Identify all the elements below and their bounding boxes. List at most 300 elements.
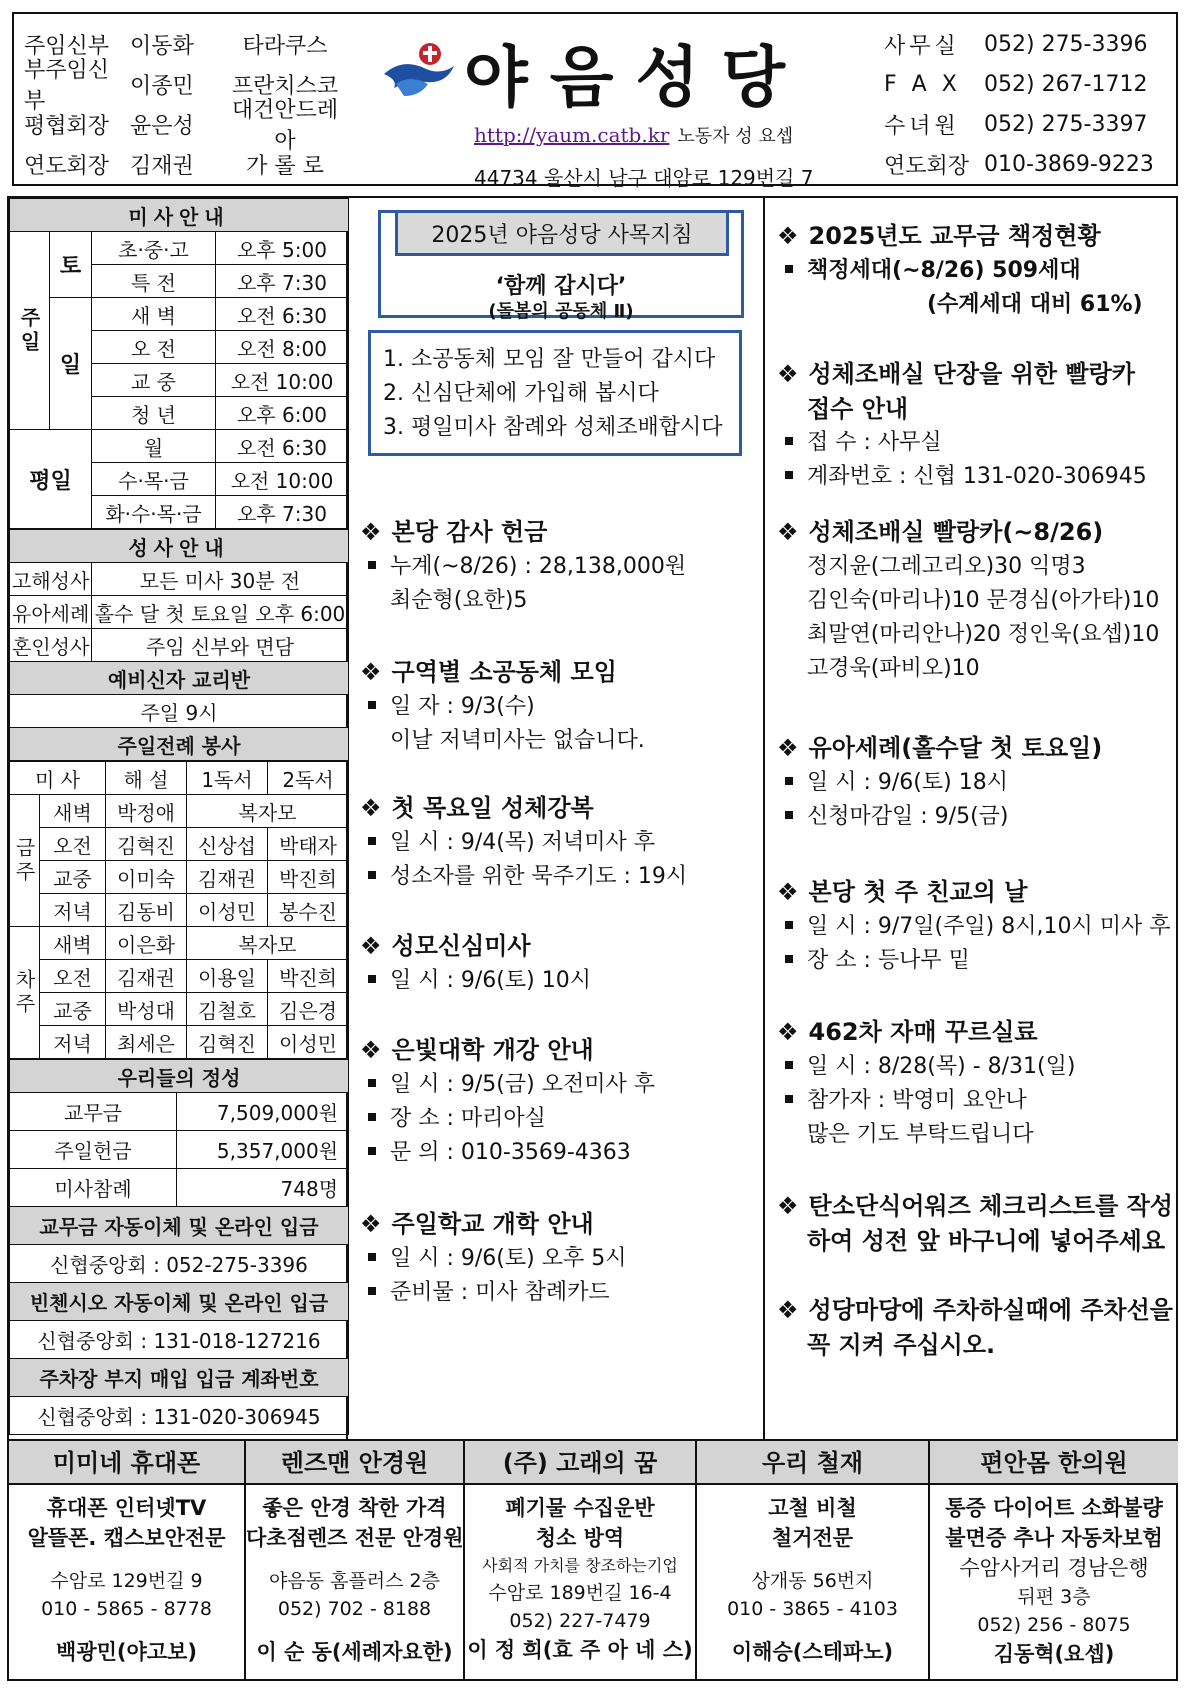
sponsor-line: 폐기물 수집운반 <box>505 1496 655 1520</box>
service-reader: 복자모 <box>187 927 349 960</box>
notice-line-text: 최순형(요한)5 <box>390 588 528 613</box>
notice-line <box>360 964 591 998</box>
square-bullet-icon <box>785 437 793 445</box>
mass-who: 특 전 <box>92 265 216 298</box>
diamond-bullet-icon: ❖ <box>777 518 799 546</box>
mass-time: 오후 7:30 <box>216 496 349 529</box>
sponsor-line: 고철 비철 <box>768 1496 857 1520</box>
sponsor-ads <box>7 1441 1178 1681</box>
notice-title-text: 첫 목요일 성체강복 <box>391 794 594 822</box>
service-mass: 새벽 <box>40 795 106 828</box>
notice-line-text: 일 시 : 9/7일(주일) 8시,10시 미사 후 <box>807 914 1171 939</box>
notice-line <box>360 724 645 758</box>
mass-who: 오 전 <box>92 331 216 364</box>
mass-who: 화·수·목·금 <box>92 496 216 529</box>
sponsor-line: 김동혁(요셉) <box>993 1642 1115 1666</box>
notice-title <box>777 356 1147 392</box>
service-reader: 신상섭 <box>187 828 268 861</box>
mass-who: 교 중 <box>92 364 216 397</box>
pastoral-motto-box <box>378 210 744 322</box>
bulletin-body <box>7 196 1178 1441</box>
sponsor-line: 야음동 홈플러스 2층 <box>269 1570 440 1592</box>
sponsor-line: 수암사거리 경남은행 <box>959 1556 1149 1580</box>
bulletin-header <box>12 12 1178 190</box>
notice-title-text: 탄소단식어워즈 체크리스트를 작성 <box>808 1192 1173 1220</box>
square-bullet-icon <box>368 1287 376 1295</box>
square-bullet-icon <box>368 1253 376 1261</box>
notice-line-text: 누계(~8/26) : 28,138,000원 <box>390 554 687 579</box>
service-reader: 이용일 <box>187 960 268 993</box>
service-reader: 박태자 <box>268 828 349 861</box>
service-reader: 김재권 <box>187 861 268 894</box>
clergy-row: 평협회장 윤은성 대건안드레아 <box>24 98 339 154</box>
mass-time: 오전 6:30 <box>216 430 349 463</box>
notice-title-text: 성모신심미사 <box>391 932 531 960</box>
notice-line-text: 장 소 : 마리아실 <box>390 1106 546 1131</box>
account-value: 신협중앙회 : 052-275-3396 <box>10 1245 349 1283</box>
schedule-column <box>9 198 348 1439</box>
notice-block <box>777 874 1170 978</box>
notice-title-text: 본당 감사 헌금 <box>391 518 548 546</box>
sponsor-details <box>9 1485 244 1667</box>
sponsor-line: 철거전문 <box>771 1526 854 1550</box>
square-bullet-icon <box>785 921 793 929</box>
sponsor-line: 이해승(스테파노) <box>731 1640 894 1664</box>
contact-row: 사무실 052) 275-3396 <box>884 31 1148 59</box>
notice-line <box>777 652 1159 686</box>
notice-block <box>360 790 687 894</box>
service-mass: 새벽 <box>40 927 106 960</box>
notice-line <box>777 800 1102 834</box>
notice-line-text: 고경욱(파비오)10 <box>807 656 980 681</box>
notice-line <box>360 690 645 724</box>
notice-line <box>777 618 1159 652</box>
notice-line-text: 이날 저녁미사는 없습니다. <box>390 728 645 753</box>
notice-title-text: 2025년도 교무금 책정현황 <box>808 222 1101 250</box>
notice-line-text: 하여 성전 앞 바구니에 넣어주세요 <box>807 1227 1165 1255</box>
square-bullet-icon <box>785 777 793 785</box>
service-mass: 저녁 <box>40 1026 106 1059</box>
notice-line-text: 최말연(마리안나)20 정인욱(요셉)10 <box>807 622 1160 647</box>
diamond-bullet-icon: ❖ <box>360 658 382 686</box>
sponsor-line: 사회적 가치를 창조하는기업 <box>482 1556 678 1575</box>
catechumen-header: 예비신자 교리반 <box>10 662 349 695</box>
notice-title <box>777 1188 1173 1224</box>
sponsor-details <box>930 1485 1178 1669</box>
sacrament-header: 성사안내 <box>10 530 349 563</box>
sponsor-line <box>9 1623 244 1637</box>
this-week-label: 금주 <box>10 795 40 927</box>
notice-line-text: 준비물 : 미사 참례카드 <box>390 1280 610 1305</box>
sponsor-line: 052) 702 - 8188 <box>277 1598 432 1620</box>
notice-block <box>360 928 591 998</box>
square-bullet-icon <box>368 975 376 983</box>
sponsor-name: (주) 고래의 꿈 <box>465 1441 695 1485</box>
diamond-bullet-icon: ❖ <box>777 360 799 388</box>
sponsor-line: 휴대폰 인터넷TV <box>46 1496 207 1520</box>
notice-block <box>777 730 1102 834</box>
sacrament-desc: 모든 미사 30분 전 <box>92 563 349 596</box>
diamond-bullet-icon: ❖ <box>360 794 382 822</box>
notice-line-text: 일 시 : 9/6(토) 오후 5시 <box>390 1246 627 1271</box>
mass-time: 오후 5:00 <box>216 232 349 265</box>
notice-line <box>777 1084 1075 1118</box>
notice-block <box>777 1188 1173 1258</box>
service-col-header: 2독서 <box>268 762 349 795</box>
notice-title-text: 주일학교 개학 안내 <box>391 1210 594 1238</box>
mass-time: 오전 6:30 <box>216 298 349 331</box>
notice-line <box>360 1136 655 1170</box>
service-reader: 김은경 <box>268 993 349 1026</box>
notice-line <box>360 584 686 618</box>
parish-title: 야음성당 <box>464 39 808 116</box>
square-bullet-icon <box>785 955 793 963</box>
mass-time: 오후 6:00 <box>216 397 349 430</box>
service-commentator: 이은화 <box>106 927 187 960</box>
notice-title-text: 유아세례(홀수달 첫 토요일) <box>808 734 1103 762</box>
diamond-bullet-icon: ❖ <box>777 1018 799 1046</box>
sponsor-line <box>697 1553 928 1567</box>
square-bullet-icon <box>785 1061 793 1069</box>
weekday-label: 평일 <box>10 430 92 529</box>
motto-goal: 3. 평일미사 참례와 성체조배합시다 <box>383 415 723 440</box>
sunday-day-label: 일 <box>50 298 92 430</box>
sponsor-line: 상개동 56번지 <box>751 1570 874 1592</box>
service-commentator: 최세은 <box>106 1026 187 1059</box>
service-col-header: 해 설 <box>106 762 187 795</box>
sponsor-line <box>9 1553 244 1567</box>
notice-line <box>777 426 1147 460</box>
sponsor-line: 청소 방역 <box>535 1526 625 1550</box>
service-commentator: 김혁진 <box>106 828 187 861</box>
notice-line <box>777 288 1143 322</box>
notice-line-text: (수계세대 대비 61%) <box>927 292 1143 317</box>
sponsor-line: 좋은 안경 착한 가격 <box>262 1496 447 1520</box>
notice-block <box>777 514 1159 686</box>
notice-line <box>360 826 687 860</box>
diamond-bullet-icon: ❖ <box>777 1192 799 1220</box>
notice-line-text: 많은 기도 부탁드립니다 <box>807 1122 1034 1147</box>
notice-block <box>360 514 686 618</box>
offering-name: 미사참례 <box>10 1169 177 1207</box>
diamond-bullet-icon: ❖ <box>360 1210 382 1238</box>
service-col-header: 미 사 <box>10 762 106 795</box>
parish-logo-icon <box>380 40 460 100</box>
notice-line-text: 꼭 지켜 주십시오. <box>807 1331 996 1359</box>
square-bullet-icon <box>368 701 376 709</box>
square-bullet-icon <box>368 871 376 879</box>
notice-block <box>777 1292 1173 1362</box>
notice-line <box>777 1118 1075 1152</box>
diamond-bullet-icon: ❖ <box>777 734 799 762</box>
sponsor-line: 010 - 5865 - 8778 <box>41 1598 212 1620</box>
notice-title-text: 성체조배실 단장을 위한 빨랑카 <box>808 360 1135 388</box>
motto-heading: 2025년 야음성당 사목지침 <box>395 210 729 256</box>
mass-who: 월 <box>92 430 216 463</box>
service-mass: 오전 <box>40 828 106 861</box>
notice-line-text: 정지윤(그레고리오)30 익명3 <box>807 554 1086 579</box>
liturgy-service-table <box>9 761 349 1059</box>
sponsor-line: 알뜰폰. 캡스보안전문 <box>27 1526 226 1550</box>
diamond-bullet-icon: ❖ <box>777 878 799 906</box>
sponsor-name: 우리 철재 <box>697 1441 928 1485</box>
patron-saint: 노동자 성 요셉 <box>677 126 794 147</box>
sacrament-name: 고해성사 <box>10 563 92 596</box>
notice-title-text: 구역별 소공동체 모임 <box>391 658 617 686</box>
offering-name: 교무금 <box>10 1093 177 1131</box>
notice-title <box>360 514 686 550</box>
square-bullet-icon <box>368 1147 376 1155</box>
sacrament-name: 혼인성사 <box>10 629 92 662</box>
mass-who: 수·목·금 <box>92 463 216 496</box>
square-bullet-icon <box>368 1079 376 1087</box>
notice-line <box>777 1050 1075 1084</box>
notice-title <box>777 218 1143 254</box>
mass-guide-header: 미사안내 <box>10 199 349 232</box>
notice-title-text: 462차 자매 꾸르실료 <box>808 1018 1038 1046</box>
notice-title <box>360 1206 626 1242</box>
mass-time: 오전 10:00 <box>216 364 349 397</box>
sponsor-ad <box>465 1441 697 1679</box>
notice-line-text: 장 소 : 등나무 밑 <box>807 948 970 973</box>
sacrament-desc: 홀수 달 첫 토요일 오후 6:00 <box>92 596 349 629</box>
notice-column-right <box>767 198 1178 1439</box>
notice-line-text: 책정세대(~8/26) 509세대 <box>807 258 1081 283</box>
motto-goal: 1. 소공동체 모임 잘 만들어 갑시다 <box>383 347 716 372</box>
notice-title <box>777 1292 1173 1328</box>
square-bullet-icon <box>368 561 376 569</box>
sponsor-line: 052) 256 - 8075 <box>977 1614 1131 1636</box>
notice-block <box>360 654 645 758</box>
notice-title-text: 은빛대학 개강 안내 <box>391 1036 594 1064</box>
sponsor-details <box>697 1485 928 1667</box>
parish-title-block <box>374 22 824 190</box>
notice-block <box>360 1206 626 1310</box>
sponsor-ad <box>697 1441 930 1679</box>
notice-line-text: 접 수 : 사무실 <box>807 430 942 455</box>
service-mass: 저녁 <box>40 894 106 927</box>
diamond-bullet-icon: ❖ <box>777 222 799 250</box>
notice-title <box>360 1032 655 1068</box>
notice-line-text: 일 시 : 8/28(목) - 8/31(일) <box>807 1054 1076 1079</box>
motto-goal: 2. 신심단체에 가입해 봅시다 <box>383 381 659 406</box>
motto-main: ‘함께 갑시다’ <box>495 274 627 299</box>
saturday-label: 토 <box>50 232 92 298</box>
account-value: 신협중앙회 : 131-018-127216 <box>10 1321 349 1359</box>
clergy-row: 연도회장 김재권 가 롤 로 <box>24 153 324 179</box>
contact-row: 연도회장 010-3869-9223 <box>884 151 1154 179</box>
account-header: 교무금 자동이체 및 온라인 입금 <box>10 1207 349 1245</box>
mass-who: 청 년 <box>92 397 216 430</box>
sponsor-line: 불면증 추나 자동차보험 <box>945 1526 1163 1550</box>
sponsor-line: 052) 227-7479 <box>509 1610 651 1632</box>
notice-line <box>360 860 687 894</box>
motto-goals <box>368 330 742 456</box>
notice-title <box>360 790 687 826</box>
mass-time: 오전 8:00 <box>216 331 349 364</box>
mass-time: 오후 7:30 <box>216 265 349 298</box>
notice-line-text: 일 시 : 9/4(목) 저녁미사 후 <box>390 830 655 855</box>
sponsor-line: 수암로 129번길 9 <box>50 1570 203 1592</box>
sacrament-desc: 주임 신부와 면담 <box>92 629 349 662</box>
diamond-bullet-icon: ❖ <box>777 1296 799 1324</box>
service-commentator: 김동비 <box>106 894 187 927</box>
notice-line <box>777 1224 1173 1258</box>
notice-line <box>777 584 1159 618</box>
sunday-label: 주일 <box>10 232 50 430</box>
notice-line <box>777 944 1170 978</box>
parish-url-link[interactable]: http://yaum.catb.kr <box>474 123 670 147</box>
notice-title-text: 성체조배실 빨랑카(~8/26) <box>808 518 1104 546</box>
notice-block <box>777 1014 1075 1152</box>
mass-time: 오전 10:00 <box>216 463 349 496</box>
notice-line-text: 접수 안내 <box>807 395 909 423</box>
notice-title <box>777 1014 1075 1050</box>
service-mass: 오전 <box>40 960 106 993</box>
notice-title <box>777 730 1102 766</box>
notice-line <box>777 392 1147 426</box>
service-reader: 이성민 <box>187 894 268 927</box>
notice-column-middle <box>350 198 765 1439</box>
service-mass: 교중 <box>40 993 106 1026</box>
sponsor-line <box>697 1623 928 1637</box>
account-header: 빈첸시오 자동이체 및 온라인 입금 <box>10 1283 349 1321</box>
offering-table <box>9 1059 349 1435</box>
notice-title-text: 성당마당에 주차하실때에 주차선을 <box>808 1296 1173 1324</box>
sponsor-details <box>246 1485 463 1667</box>
notice-title <box>777 514 1159 550</box>
clergy-row: 주임신부 이동화 타라쿠스 <box>24 33 328 59</box>
sponsor-line: 이 정 희(효 주 아 네 스) <box>467 1638 693 1662</box>
service-reader: 김철호 <box>187 993 268 1026</box>
notice-line <box>360 1068 655 1102</box>
notice-line-text: 성소자를 위한 묵주기도 : 19시 <box>390 864 688 889</box>
notice-line <box>360 1102 655 1136</box>
notice-title <box>360 928 591 964</box>
square-bullet-icon <box>368 837 376 845</box>
notice-line-text: 일 시 : 9/5(금) 오전미사 후 <box>390 1072 655 1097</box>
square-bullet-icon <box>785 471 793 479</box>
sponsor-line: 백광민(야고보) <box>56 1640 197 1664</box>
notice-block <box>777 356 1147 494</box>
catechumen-time: 주일 9시 <box>10 695 349 728</box>
sponsor-line: 뒤편 3층 <box>1017 1586 1091 1608</box>
offering-amount: 5,357,000원 <box>177 1131 349 1169</box>
sponsor-details <box>465 1485 695 1665</box>
motto-sub: (돌봄의 공동체 Ⅱ) <box>488 301 634 322</box>
offering-amount: 7,509,000원 <box>177 1093 349 1131</box>
square-bullet-icon <box>785 811 793 819</box>
offering-header: 우리들의 정성 <box>10 1060 349 1093</box>
notice-line-text: 일 시 : 9/6(토) 18시 <box>807 770 1008 795</box>
notice-line <box>360 1276 626 1310</box>
diamond-bullet-icon: ❖ <box>360 1036 382 1064</box>
notice-line <box>777 254 1143 288</box>
sacrament-name: 유아세례 <box>10 596 92 629</box>
notice-title <box>777 874 1170 910</box>
notice-title-text: 본당 첫 주 친교의 날 <box>808 878 1028 906</box>
service-commentator: 김재권 <box>106 960 187 993</box>
sponsor-line: 다초점렌즈 전문 안경원 <box>246 1526 464 1550</box>
service-commentator: 박성대 <box>106 993 187 1026</box>
notice-line-text: 김인숙(마리나)10 문경심(아가타)10 <box>807 588 1160 613</box>
sponsor-line: 이 순 동(세례자요한) <box>256 1640 453 1664</box>
notice-line <box>777 766 1102 800</box>
notice-line <box>360 550 686 584</box>
account-header: 주차장 부지 매입 입금 계좌번호 <box>10 1359 349 1397</box>
notice-block <box>777 218 1143 322</box>
notice-line <box>777 1328 1173 1362</box>
notice-line-text: 일 시 : 9/6(토) 10시 <box>390 968 591 993</box>
sponsor-line: 010 - 3865 - 4103 <box>727 1598 898 1620</box>
notice-title <box>360 654 645 690</box>
notice-line-text: 계좌번호 : 신협 131-020-306945 <box>807 464 1147 489</box>
url-line <box>474 122 793 148</box>
sponsor-ad <box>930 1441 1178 1679</box>
notice-line-text: 참가자 : 박영미 요안나 <box>807 1088 1027 1113</box>
sponsor-line: 수암로 189번길 16-4 <box>488 1582 672 1604</box>
notice-line <box>777 550 1159 584</box>
offering-amount: 748명 <box>177 1169 349 1207</box>
sponsor-line <box>246 1553 463 1567</box>
service-reader: 봉수진 <box>268 894 349 927</box>
service-reader: 박진희 <box>268 960 349 993</box>
sponsor-line <box>246 1623 463 1637</box>
account-value: 신협중앙회 : 131-020-306945 <box>10 1397 349 1435</box>
diamond-bullet-icon: ❖ <box>360 932 382 960</box>
mass-who: 새 벽 <box>92 298 216 331</box>
sponsor-name: 편안몸 한의원 <box>930 1441 1178 1485</box>
service-reader: 복자모 <box>187 795 349 828</box>
service-mass: 교중 <box>40 861 106 894</box>
service-commentator: 박정애 <box>106 795 187 828</box>
notice-line <box>360 1242 626 1276</box>
sponsor-ad <box>246 1441 465 1679</box>
contact-row: F A X 052) 267-1712 <box>884 71 1148 97</box>
notice-line <box>777 460 1147 494</box>
notice-line <box>777 910 1170 944</box>
square-bullet-icon <box>368 1113 376 1121</box>
sponsor-name: 미미네 휴대폰 <box>9 1441 244 1485</box>
square-bullet-icon <box>785 265 793 273</box>
notice-line-text: 신청마감일 : 9/5(금) <box>807 804 1009 829</box>
contact-row: 수녀원 052) 275-3397 <box>884 111 1148 139</box>
notice-line-text: 문 의 : 010-3569-4363 <box>390 1140 631 1165</box>
offering-name: 주일헌금 <box>10 1131 177 1169</box>
service-commentator: 이미숙 <box>106 861 187 894</box>
square-bullet-icon <box>785 1095 793 1103</box>
liturgy-service-header: 주일전례 봉사 <box>10 728 349 761</box>
notice-block <box>360 1032 655 1170</box>
sponsor-name: 렌즈맨 안경원 <box>246 1441 463 1485</box>
clergy-list <box>24 24 344 184</box>
mass-schedule-table <box>9 198 349 529</box>
notice-line-text: 일 자 : 9/3(수) <box>390 694 535 719</box>
mass-who: 초·중·고 <box>92 232 216 265</box>
sponsor-ad <box>9 1441 246 1679</box>
clergy-row: 부주임신부 이종민 프란치스코 <box>24 58 339 114</box>
next-week-label: 차주 <box>10 927 40 1059</box>
sponsor-line: 통증 다이어트 소화불량 <box>945 1496 1163 1520</box>
service-reader: 이성민 <box>268 1026 349 1059</box>
service-reader: 김혁진 <box>187 1026 268 1059</box>
diamond-bullet-icon: ❖ <box>360 518 382 546</box>
sacrament-table <box>9 529 349 761</box>
service-reader: 박진희 <box>268 861 349 894</box>
contact-list <box>884 24 1174 184</box>
parish-address: 44734 울산시 남구 대암로 129번길 7 <box>474 166 814 190</box>
service-col-header: 1독서 <box>187 762 268 795</box>
